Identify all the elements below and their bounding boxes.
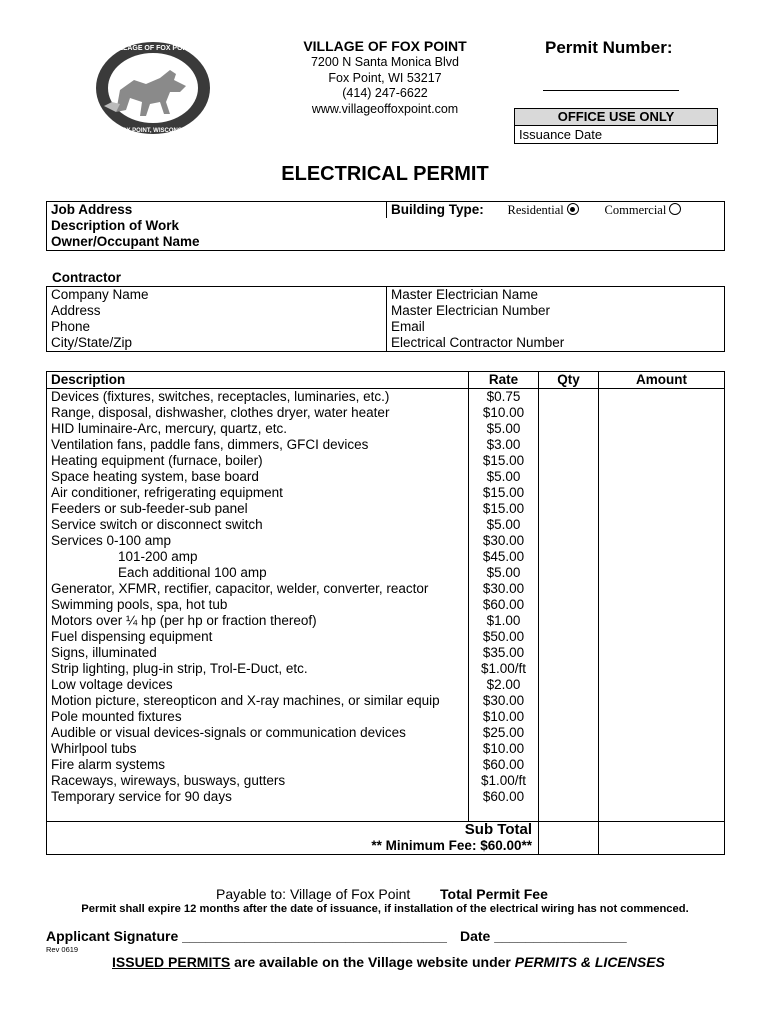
- qty-input[interactable]: [539, 677, 599, 693]
- amount-input[interactable]: [599, 629, 725, 645]
- minimum-fee-value: : $60.00**: [471, 838, 532, 853]
- sub-total-qty: [539, 822, 599, 839]
- page-title: ELECTRICAL PERMIT: [281, 163, 489, 185]
- fee-row: [47, 405, 725, 421]
- minimum-fee-row: [47, 838, 725, 855]
- residential-radio[interactable]: [567, 203, 579, 215]
- fee-rate: $10.00: [469, 741, 539, 757]
- qty-input[interactable]: [539, 597, 599, 613]
- fee-row: [47, 789, 725, 805]
- village-name: VILLAGE OF FOX POINT: [303, 38, 467, 54]
- fee-rate: $1.00/ft: [469, 661, 539, 677]
- fee-row: [47, 613, 725, 629]
- fee-row: [47, 645, 725, 661]
- fee-description: Low voltage devices: [47, 677, 469, 693]
- sub-total-amount[interactable]: [599, 822, 725, 839]
- qty-input[interactable]: [539, 693, 599, 709]
- fee-row: [47, 437, 725, 453]
- amount-input[interactable]: [599, 453, 725, 469]
- fee-row: [47, 501, 725, 517]
- amount-input[interactable]: [599, 517, 725, 533]
- fee-row: [47, 533, 725, 549]
- fee-description: Motors over ¼ hp (per hp or fraction thereof): [47, 613, 469, 629]
- amount-input[interactable]: [599, 421, 725, 437]
- minimum-fee-label: [47, 838, 539, 855]
- qty-input[interactable]: [539, 709, 599, 725]
- minimum-fee-amount: [599, 838, 725, 855]
- fee-description: Feeders or sub-feeder-sub panel: [47, 501, 469, 517]
- amount-input[interactable]: [599, 741, 725, 757]
- fee-schedule-table: [46, 371, 725, 855]
- svg-text:VILLAGE OF FOX POINT: VILLAGE OF FOX POINT: [112, 45, 194, 52]
- qty-input[interactable]: [539, 741, 599, 757]
- fee-rate: $35.00: [469, 645, 539, 661]
- amount-input[interactable]: [599, 789, 725, 805]
- fee-description: HID luminaire-Arc, mercury, quartz, etc.: [47, 421, 469, 437]
- description-of-work-label[interactable]: Description of Work: [47, 218, 725, 234]
- phone-label[interactable]: Phone: [47, 319, 387, 335]
- amount-input[interactable]: [599, 405, 725, 421]
- fee-row: [47, 629, 725, 645]
- permits-licenses-text: PERMITS & LICENSES: [514, 954, 665, 970]
- spacer-cell: [469, 805, 539, 822]
- fee-description: Range, disposal, dishwasher, clothes dryer, water heater: [47, 405, 469, 421]
- qty-input[interactable]: [539, 645, 599, 661]
- qty-input[interactable]: [539, 501, 599, 517]
- qty-input[interactable]: [539, 789, 599, 805]
- amount-input[interactable]: [599, 645, 725, 661]
- master-electrician-number-label[interactable]: Master Electrician Number: [387, 303, 725, 319]
- amount-input[interactable]: [599, 613, 725, 629]
- company-name-label[interactable]: Company Name: [47, 287, 387, 304]
- fee-rate: $15.00: [469, 485, 539, 501]
- permit-number-label: Permit Number:: [545, 38, 673, 57]
- qty-header: Qty: [539, 372, 599, 389]
- qty-input[interactable]: [539, 757, 599, 773]
- minimum-fee-qty: [539, 838, 599, 855]
- fee-row: [47, 469, 725, 485]
- sub-total-row: [47, 822, 725, 839]
- fee-row: [47, 517, 725, 533]
- fee-rate: $50.00: [469, 629, 539, 645]
- amount-input[interactable]: [599, 501, 725, 517]
- fee-rate: $1.00/ft: [469, 773, 539, 789]
- fee-rate: $10.00: [469, 405, 539, 421]
- fee-row: [47, 773, 725, 789]
- fee-description: Pole mounted fixtures: [47, 709, 469, 725]
- fee-description: Heating equipment (furnace, boiler): [47, 453, 469, 469]
- fee-description: Air conditioner, refrigerating equipment: [47, 485, 469, 501]
- fee-description: 101-200 amp: [47, 549, 469, 565]
- fee-description: Fire alarm systems: [47, 757, 469, 773]
- fee-description: Generator, XFMR, rectifier, capacitor, welder, converter, reactor: [47, 581, 469, 597]
- revision-label: Rev 0619: [46, 945, 79, 954]
- fee-description: Space heating system, base board: [47, 469, 469, 485]
- amount-input[interactable]: [599, 533, 725, 549]
- fee-row: [47, 741, 725, 757]
- commercial-radio[interactable]: [669, 203, 681, 215]
- amount-input[interactable]: [599, 773, 725, 789]
- issued-permits-link: ISSUED PERMITS: [112, 954, 231, 970]
- fee-description: Devices (fixtures, switches, receptacles, luminaries, etc.): [47, 389, 469, 406]
- fee-row: [47, 661, 725, 677]
- fee-description: Service switch or disconnect switch: [47, 517, 469, 533]
- city-state-zip-label[interactable]: City/State/Zip: [47, 335, 387, 352]
- sub-total-label: Sub Total: [47, 822, 539, 839]
- fee-rate: $30.00: [469, 693, 539, 709]
- fee-description: Raceways, wireways, busways, gutters: [47, 773, 469, 789]
- amount-input[interactable]: [599, 725, 725, 741]
- rate-header: Rate: [469, 372, 539, 389]
- qty-input[interactable]: [539, 725, 599, 741]
- applicant-signature-field[interactable]: Applicant Signature __________________________________: [46, 928, 447, 944]
- date-field[interactable]: Date _________________: [460, 928, 627, 944]
- owner-occupant-label[interactable]: Owner/Occupant Name: [47, 234, 725, 251]
- amount-input[interactable]: [599, 693, 725, 709]
- fee-rate: $2.00: [469, 677, 539, 693]
- job-info-table: [46, 201, 725, 251]
- qty-input[interactable]: [539, 581, 599, 597]
- qty-input[interactable]: [539, 453, 599, 469]
- village-contact-block: [270, 38, 500, 117]
- qty-input[interactable]: [539, 549, 599, 565]
- fee-description: Strip lighting, plug-in strip, Trol-E-Duct, etc.: [47, 661, 469, 677]
- amount-input[interactable]: [599, 437, 725, 453]
- spacer-cell: [47, 805, 469, 822]
- amount-input[interactable]: [599, 469, 725, 485]
- fee-rate: $0.75: [469, 389, 539, 406]
- qty-input[interactable]: [539, 773, 599, 789]
- fee-description: Audible or visual devices-signals or communication devices: [47, 725, 469, 741]
- fee-rate: $5.00: [469, 565, 539, 581]
- office-use-label: OFFICE USE ONLY: [515, 109, 717, 126]
- payable-to: Payable to: Village of Fox Point: [216, 886, 411, 902]
- svg-text:FOX POINT, WISCONSIN: FOX POINT, WISCONSIN: [118, 128, 188, 134]
- fee-rate: $1.00: [469, 613, 539, 629]
- commercial-label: Commercial: [604, 203, 667, 217]
- fee-description: Services 0-100 amp: [47, 533, 469, 549]
- fee-row: [47, 597, 725, 613]
- electrical-contractor-number-label[interactable]: Electrical Contractor Number: [387, 335, 725, 352]
- qty-input[interactable]: [539, 405, 599, 421]
- issued-permits-text: are available on the Village website under: [230, 954, 515, 970]
- email-label[interactable]: Email: [387, 319, 725, 335]
- amount-input[interactable]: [599, 389, 725, 406]
- qty-input[interactable]: [539, 517, 599, 533]
- permit-number-field[interactable]: [543, 90, 679, 91]
- issuance-date-label: Issuance Date: [519, 127, 603, 142]
- qty-input[interactable]: [539, 629, 599, 645]
- building-type-cell: [387, 202, 725, 219]
- fee-row: [47, 581, 725, 597]
- qty-input[interactable]: [539, 533, 599, 549]
- address-line-1: 7200 N Santa Monica Blvd: [310, 55, 459, 69]
- amount-input[interactable]: [599, 597, 725, 613]
- fee-rate: $10.00: [469, 709, 539, 725]
- address-line-2: Fox Point, WI 53217: [328, 70, 442, 85]
- phone-number: (414) 247-6622: [342, 86, 428, 100]
- fee-rate: $25.00: [469, 725, 539, 741]
- qty-input[interactable]: [539, 437, 599, 453]
- description-header: Description: [47, 372, 469, 389]
- fee-rate: $5.00: [469, 469, 539, 485]
- fee-description: Each additional 100 amp: [47, 565, 469, 581]
- fee-row: [47, 453, 725, 469]
- qty-input[interactable]: [539, 485, 599, 501]
- amount-input[interactable]: [599, 581, 725, 597]
- amount-input[interactable]: [599, 549, 725, 565]
- fee-row: [47, 757, 725, 773]
- amount-input[interactable]: [599, 485, 725, 501]
- qty-input[interactable]: [539, 661, 599, 677]
- fee-description: Swimming pools, spa, hot tub: [47, 597, 469, 613]
- amount-input[interactable]: [599, 661, 725, 677]
- amount-header: Amount: [599, 372, 725, 389]
- fee-rate: $60.00: [469, 597, 539, 613]
- spacer-cell: [539, 805, 599, 822]
- fee-rate: $60.00: [469, 757, 539, 773]
- contractor-heading: Contractor: [52, 270, 122, 285]
- fee-row: [47, 421, 725, 437]
- address-label[interactable]: Address: [47, 303, 387, 319]
- fee-description: Motion picture, stereopticon and X-ray machines, or similar equip: [47, 693, 469, 709]
- fee-description: Fuel dispensing equipment: [47, 629, 469, 645]
- fee-description: Signs, illuminated: [47, 645, 469, 661]
- fee-row: [47, 485, 725, 501]
- fee-rate: $30.00: [469, 581, 539, 597]
- fee-row: [47, 677, 725, 693]
- fee-rate: $60.00: [469, 789, 539, 805]
- office-use-box: [514, 108, 718, 144]
- fee-rate: $5.00: [469, 517, 539, 533]
- spacer-row: [47, 805, 725, 822]
- fee-row: [47, 725, 725, 741]
- amount-input[interactable]: [599, 757, 725, 773]
- total-permit-fee-label: Total Permit Fee: [440, 886, 548, 902]
- residential-label: Residential: [507, 203, 564, 217]
- fee-rate: $5.00: [469, 421, 539, 437]
- contractor-table: [46, 286, 725, 352]
- fee-rate: $30.00: [469, 533, 539, 549]
- qty-input[interactable]: [539, 613, 599, 629]
- fee-row: [47, 709, 725, 725]
- fee-rate: $45.00: [469, 549, 539, 565]
- qty-input[interactable]: [539, 421, 599, 437]
- building-type-label: Building Type:: [391, 202, 484, 217]
- qty-input[interactable]: [539, 565, 599, 581]
- fee-description: Temporary service for 90 days: [47, 789, 469, 805]
- website: www.villageoffoxpoint.com: [311, 101, 459, 116]
- fee-rate: $15.00: [469, 501, 539, 517]
- village-seal-logo: [94, 40, 212, 136]
- fee-row: [47, 389, 725, 406]
- fee-row: [47, 549, 725, 565]
- fee-row: [47, 565, 725, 581]
- fee-description: Whirlpool tubs: [47, 741, 469, 757]
- job-address-label[interactable]: Job Address: [47, 202, 387, 219]
- expiration-note: Permit shall expire 12 months after the date of issuance, if installation of the electrical wiring has not commenced.: [81, 903, 689, 915]
- fee-rate: $3.00: [469, 437, 539, 453]
- amount-input[interactable]: [599, 709, 725, 725]
- issued-permits-note: [112, 954, 665, 970]
- fee-description: Ventilation fans, paddle fans, dimmers, GFCI devices: [47, 437, 469, 453]
- qty-input[interactable]: [539, 389, 599, 406]
- qty-input[interactable]: [539, 469, 599, 485]
- master-electrician-name-label[interactable]: Master Electrician Name: [387, 287, 725, 304]
- fee-rate: $15.00: [469, 453, 539, 469]
- spacer-cell: [599, 805, 725, 822]
- amount-input[interactable]: [599, 677, 725, 693]
- minimum-fee-prefix: ** Minimum Fee: [371, 838, 472, 853]
- amount-input[interactable]: [599, 565, 725, 581]
- fee-row: [47, 693, 725, 709]
